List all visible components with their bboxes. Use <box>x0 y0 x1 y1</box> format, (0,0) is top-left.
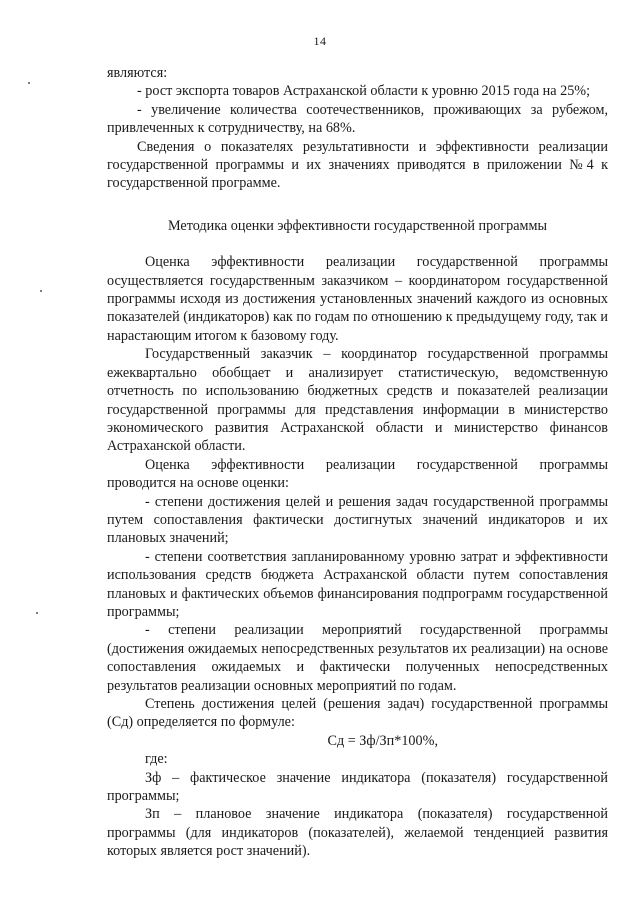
scan-speck <box>40 290 42 292</box>
paragraph-indicators-info: Сведения о показателях результативности и эффективности реализации государственной программы и их значениях приводятся в приложении №4 к государственной программе. <box>107 138 608 192</box>
paragraph-compatriots: - увеличение количества соотечественников, проживающих за рубежом, привлеченных к сотрудничеству, на 68%. <box>107 101 608 137</box>
paragraph-evaluation-basis: Оценка эффективности реализации государственной программы проводится на основе оценки: <box>107 456 608 492</box>
paragraph-goals-degree: - степени достижения целей и решения задач государственной программы путем сопоставления фактически достигнутых значений индикаторов и их плановых значений; <box>107 493 608 547</box>
formula-where: где: <box>145 751 168 768</box>
paragraph-formula-intro: Степень достижения целей (решения задач) государственной программы (Сд) определяется по формуле: <box>107 696 608 731</box>
formula: Сд = Зф/Зп*100%, <box>327 732 438 749</box>
paragraph-intro: являются: <box>107 65 168 81</box>
scan-speck <box>28 82 30 84</box>
page-body <box>107 64 608 861</box>
paragraph-export-growth: - рост экспорта товаров Астраханской области к уровню 2015 года на 25%; <box>137 83 591 100</box>
paragraph-activities-degree: - степени реализации мероприятий государственной программы (достижения ожидаемых непосредственных результатов их реализации) на основе сопоставления ожидаемых и фактически полученных непосредственных результатов реализации основных мероприятий по годам. <box>107 622 608 694</box>
paragraph-evaluation: Оценка эффективности реализации государственной программы осуществляется государственным заказчиком – координатором государственной программы исходя из достижения установленных значений каждого из основных показателей (индикаторов) как по годам по отношению к предыдущему году, так и нарастающим итогом к базовому году. <box>107 254 608 344</box>
paragraph-customer-reporting: Государственный заказчик – координатор государственной программы ежеквартально обобщает и анализирует статистическую, ведомственную отчетность по использованию бюджетных средств и показателей реализации государственной программы для представления информации в министерство экономического развития Астраханской области и министерство финансов Астраханской области. <box>107 346 608 455</box>
definition-planned-value: Зп – плановое значение индикатора (показателя) государственной программы (для индикаторов (показателей), желаемой тенденцией развития которых является рост значений). <box>107 806 608 860</box>
paragraph-cost-compliance: - степени соответствия запланированному уровню затрат и эффективности использования средств бюджета Астраханской области путем сопоставления плановых и фактических объемов финансирования подпрограмм государственной программы; <box>107 548 608 620</box>
section-heading: Методика оценки эффективности государственной программы <box>168 217 547 234</box>
page-number: 14 <box>313 34 327 48</box>
scan-speck <box>36 612 38 614</box>
definition-actual-value: Зф – фактическое значение индикатора (показателя) государственной программы; <box>107 769 608 805</box>
